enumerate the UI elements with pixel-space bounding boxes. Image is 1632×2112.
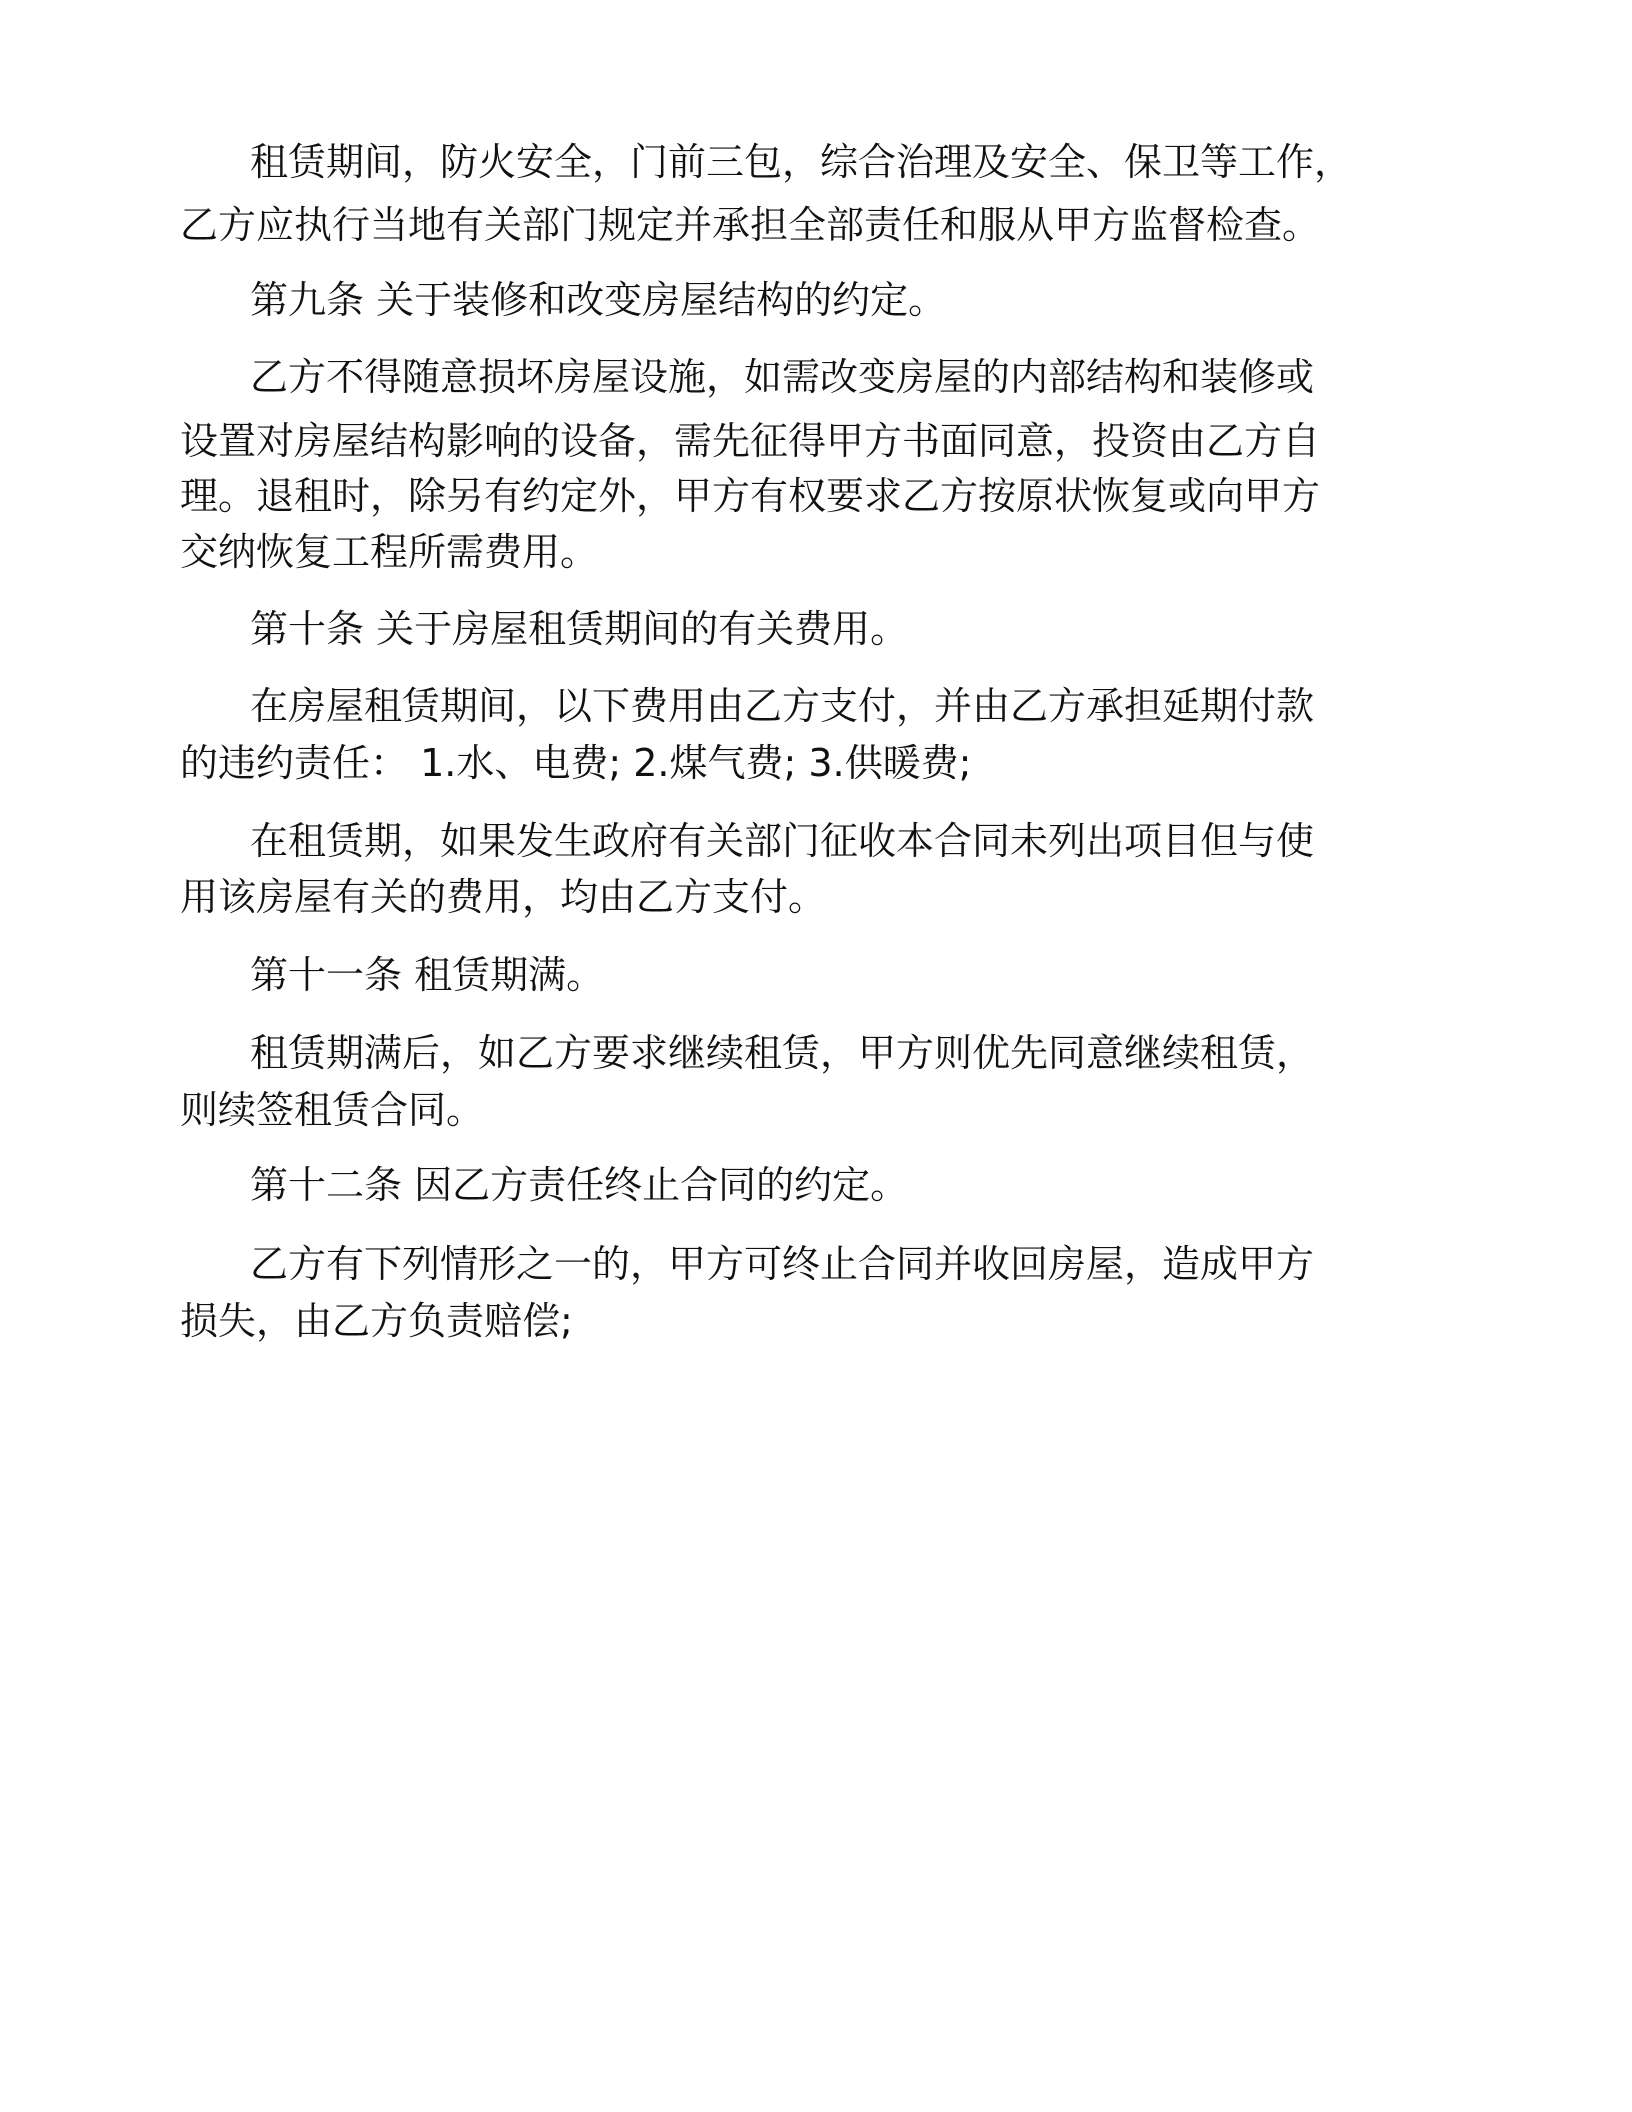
article-heading: 第十一条 租赁期满。: [250, 953, 605, 997]
paragraph-line: 租赁期满后，如乙方要求继续租赁，甲方则优先同意继续租赁，: [250, 1031, 1315, 1075]
paragraph-line: 损失，由乙方负责赔偿;: [180, 1299, 573, 1343]
paragraph-line: 交纳恢复工程所需费用。: [180, 530, 599, 574]
paragraph-line: 的违约责任： 1.水、电费; 2.煤气费; 3.供暖费;: [180, 741, 972, 785]
paragraph-line: 则续签租赁合同。: [180, 1088, 485, 1132]
paragraph-line: 乙方应执行当地有关部门规定并承担全部责任和服从甲方监督检查。: [180, 203, 1321, 247]
paragraph-line: 乙方有下列情形之一的，甲方可终止合同并收回房屋，造成甲方: [250, 1242, 1315, 1286]
paragraph-line: 理。退租时，除另有约定外，甲方有权要求乙方按原状恢复或向甲方: [180, 474, 1321, 518]
paragraph-line: 乙方不得随意损坏房屋设施，如需改变房屋的内部结构和装修或: [250, 355, 1315, 399]
paragraph-line: 设置对房屋结构影响的设备，需先征得甲方书面同意，投资由乙方自: [180, 419, 1321, 463]
article-heading: 第十条 关于房屋租赁期间的有关费用。: [250, 607, 909, 651]
paragraph-line: 租赁期间，防火安全，门前三包，综合治理及安全、保卫等工作，: [250, 140, 1353, 184]
paragraph-line: 用该房屋有关的费用，均由乙方支付。: [180, 875, 827, 919]
article-heading: 第九条 关于装修和改变房屋结构的约定。: [250, 278, 947, 322]
paragraph-line: 在房屋租赁期间，以下费用由乙方支付，并由乙方承担延期付款: [250, 684, 1315, 728]
paragraph-line: 在租赁期，如果发生政府有关部门征收本合同未列出项目但与使: [250, 819, 1315, 863]
article-heading: 第十二条 因乙方责任终止合同的约定。: [250, 1163, 909, 1207]
